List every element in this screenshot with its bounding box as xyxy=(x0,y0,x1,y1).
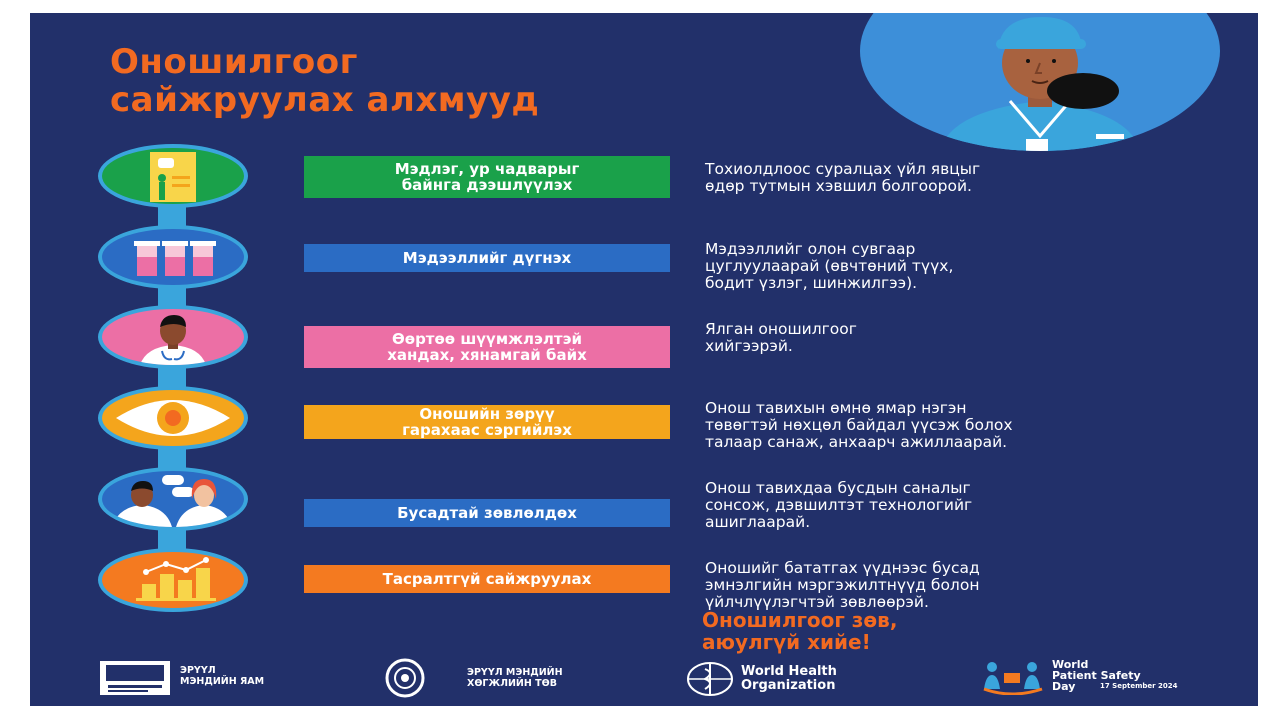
poster xyxy=(30,13,1258,706)
step-1-description: Тохиолдлоос суралцах үйл явцыг өдөр тутмын хэвшил болгоорой. xyxy=(705,160,981,195)
test-tubes-icon xyxy=(102,229,244,285)
female-doctor-icon xyxy=(860,13,1220,151)
consulting-doctors-icon xyxy=(102,471,244,527)
step-4-circle xyxy=(98,386,248,450)
health-center-name: ЭРҮҮЛ МЭНДИЙН ХӨГЖЛИЙН ТӨВ xyxy=(467,667,563,689)
ministry-name: ЭРҮҮЛ МЭНДИЙН ЯАМ xyxy=(180,665,265,687)
step-3-description: Ялган оношилгоог хийгээрэй. xyxy=(705,320,857,355)
document-badge-icon xyxy=(102,148,244,204)
who-name: World Health Organization xyxy=(741,664,837,693)
who-logo xyxy=(685,653,915,706)
step-5-label: Бусадтай зөвлөлдөх xyxy=(304,499,670,527)
doctor-illustration xyxy=(860,13,1220,151)
health-center-emblem-icon xyxy=(385,658,425,698)
patient-safety-day-title: World Patient Safety Day xyxy=(1052,658,1141,693)
step-1-circle xyxy=(98,144,248,208)
step-6-circle xyxy=(98,548,248,612)
step-1-label: Мэдлэг, ур чадварыг байнга дээшлүүлэх xyxy=(304,156,670,198)
step-2-label: Мэдээллийг дүгнэх xyxy=(304,244,670,272)
step-2-description: Мэдээллийг олон сувгаар цуглуулаарай (өвчтөний түүх, бодит үзлэг, шинжилгээ). xyxy=(705,240,954,292)
bar-chart-icon xyxy=(102,552,244,608)
step-3-label: Өөртөө шүүмжлэлтэй хандах, хянамгай байх xyxy=(304,326,670,368)
step-2-circle xyxy=(98,225,248,289)
step-6-label: Тасралтгүй сайжруулах xyxy=(304,565,670,593)
patient-safety-figures-icon xyxy=(980,659,1046,695)
step-4-label: Оношийн зөрүү гарахаас сэргийлэх xyxy=(304,405,670,439)
footer-logos xyxy=(30,653,1258,706)
ministry-emblem-icon xyxy=(100,661,170,695)
step-5-description: Онош тавихдаа бусдын саналыг сонсож, дэвшилтэт технологийг ашиглаарай. xyxy=(705,479,973,531)
ministry-logo xyxy=(100,653,300,706)
step-3-circle xyxy=(98,305,248,369)
eye-icon xyxy=(102,390,244,446)
page-title: Оношилгоог сайжруулах алхмууд xyxy=(110,42,540,120)
doctor-icon xyxy=(102,309,244,365)
patient-safety-day-logo xyxy=(980,653,1210,706)
who-emblem-icon xyxy=(685,661,735,697)
slogan: Оношилгоог зөв, аюулгүй хийе! xyxy=(702,608,898,654)
patient-safety-day-date: 17 September 2024 xyxy=(1100,682,1178,690)
step-6-description: Оношийг бататгах үүднээс бусад эмнэлгийн мэргэжилтнүүд болон үйлчлүүлэгчтэй зөвлөөрэй. xyxy=(705,559,980,611)
health-center-logo xyxy=(385,653,615,706)
step-5-circle xyxy=(98,467,248,531)
step-4-description: Онош тавихын өмнө ямар нэгэн төвөгтэй нөхцөл байдал үүсэж болох талаар санаж, анхаарч ажиллаарай. xyxy=(705,399,1013,451)
